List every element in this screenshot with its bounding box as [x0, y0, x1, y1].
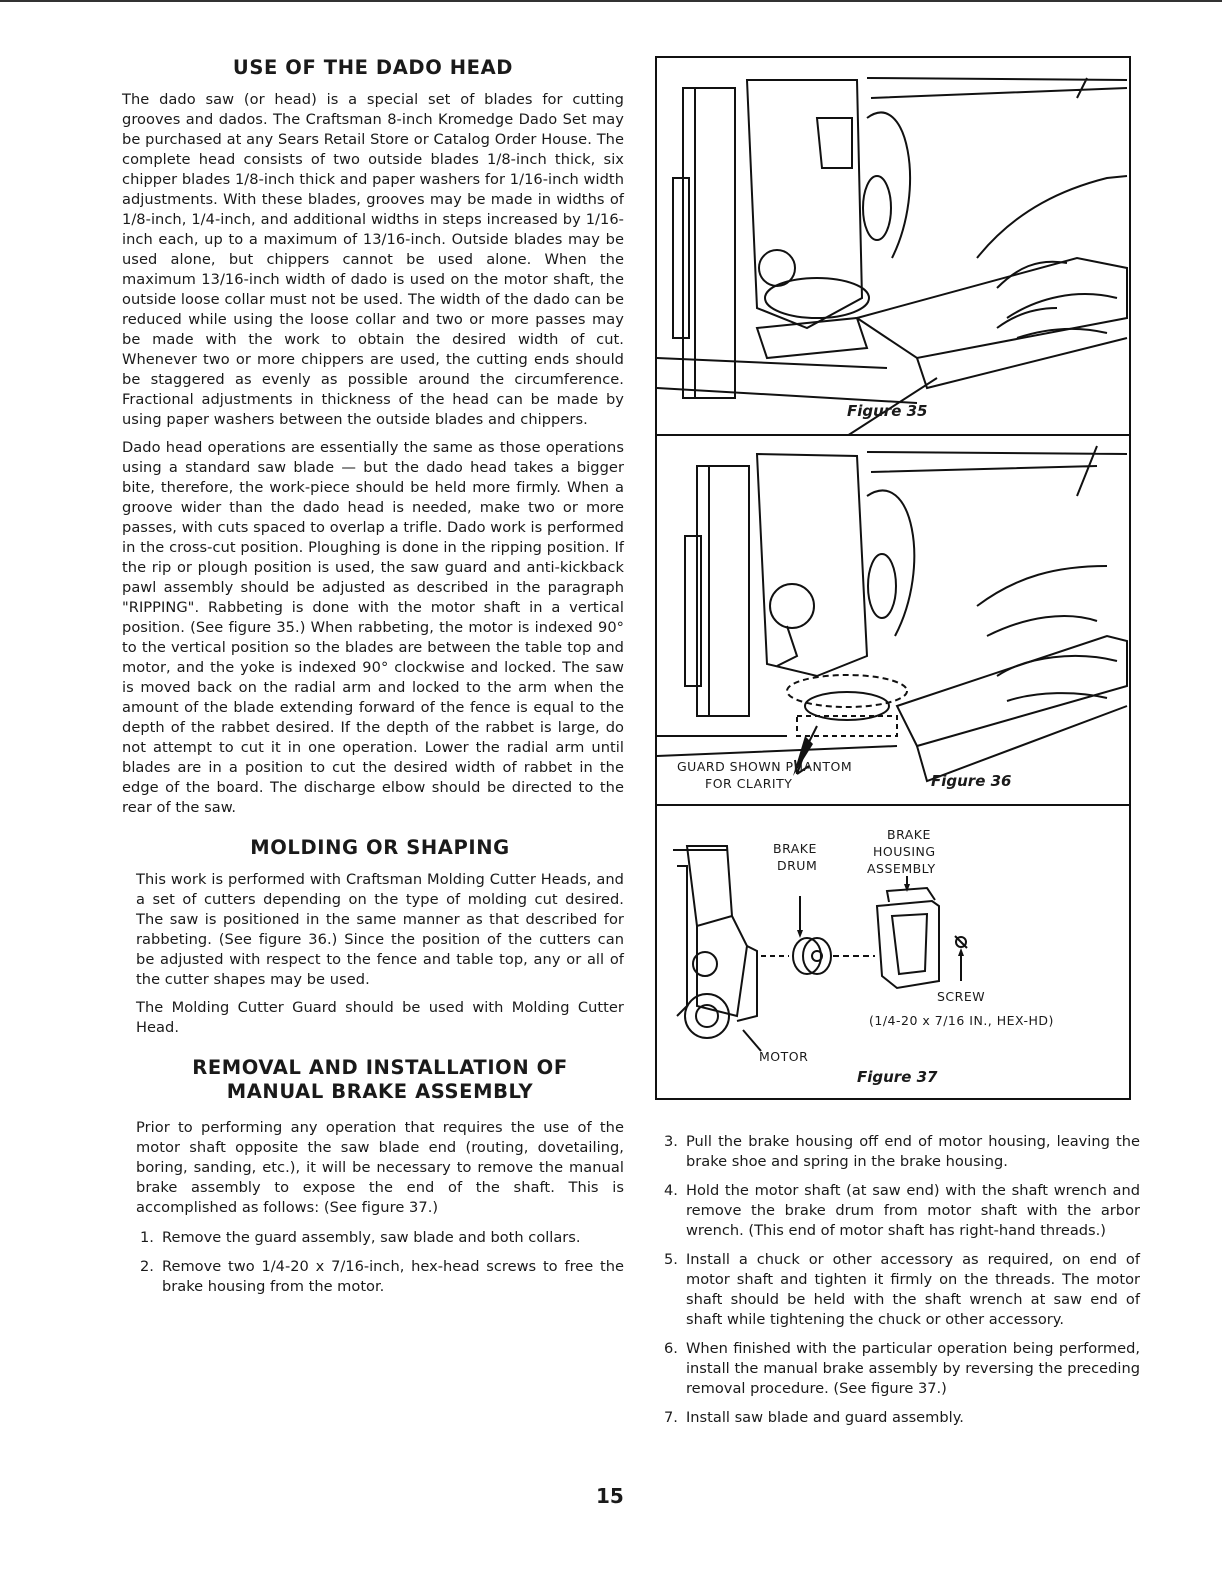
figure-36-note-line2: FOR CLARITY [705, 776, 793, 791]
brake-drum-label-line2: DRUM [777, 858, 818, 873]
left-column [122, 56, 624, 1306]
motor-label: MOTOR [759, 1049, 809, 1064]
housing-label-line2: HOUSING [873, 844, 936, 859]
brake-intro: Prior to performing any operation that requires the use of the motor shaft opposite the saw blade end (routing, dovetailing, boring, sanding, etc.), it will be necessary to remove the manual brake assembly to expose the end of the shaft. This is accomplished as follows: (See figure 37.) [136, 1119, 624, 1216]
figure-36-caption: Figure 36 [931, 772, 1012, 790]
figure-35-illustration [657, 58, 1129, 436]
housing-label-line1: BRAKE [887, 827, 931, 842]
heading-molding: MOLDING OR SHAPING [250, 836, 510, 859]
list-item: 2. Remove two 1/4-20 x 7/16-inch, hex-head screws to free the brake housing from the motor. [140, 1258, 624, 1295]
molding-paragraph-1: This work is performed with Craftsman Molding Cutter Heads, and a set of cutters depending on the type of molding cut desired. The saw is positioned in the same manner as that described for rabbeting. (See figure 36.) Since the position of the cutters can be adjusted with respect to the fence and table top, any or all of the cutter shapes may be used. [136, 871, 624, 988]
list-item: 1. Remove the guard assembly, saw blade and both collars. [140, 1229, 581, 1246]
top-border [0, 0, 1222, 2]
housing-label-line3: ASSEMBLY [867, 861, 936, 876]
figure-36 [655, 434, 1131, 808]
brake-steps-right [660, 1132, 1140, 1428]
heading-brake-line2: MANUAL BRAKE ASSEMBLY [226, 1080, 534, 1103]
list-item: 6. When finished with the particular operation being performed, install the manual brake assembly by reversing the preceding removal procedure. (See figure 37.) [664, 1340, 1140, 1397]
figure-37-caption: Figure 37 [857, 1068, 938, 1086]
figure-35 [655, 56, 1131, 438]
figure-35-caption: Figure 35 [847, 402, 928, 420]
brake-drum-label-line1: BRAKE [773, 841, 817, 856]
dado-paragraph-2: Dado head operations are essentially the same as those operations using a standard saw blade — but the dado head takes a bigger bite, therefore, the work-piece should be held more firmly. When a groove wider than the dado head is needed, make two or more passes, with cuts spaced to overlap a trifle. Dado work is performed in the cross-cut position. Ploughing is done in the ripping position. If the rip or plough position is used, the saw guard and anti-kickback pawl assembly should be adjusted as described in the paragraph "RIPPING". Rabbeting is done with the motor shaft in a vertical position. (See figure 35.) When rabbeting, the motor is indexed 90° to the vertical position so the blades are between the table top and motor, and the yoke is indexed 90° clockwise and locked. The saw is moved back on the radial arm and locked to the arm when the amount of the blade extending forward of the fence is equal to the depth of the rabbet desired. If the depth of the rabbet is large, do not attempt to cut it in one operation. Lower the radial arm until blades are in a position to cut the desired width of rabbet in the edge of the board. The discharge elbow should be directed to the rear of the saw. [122, 439, 624, 816]
figure-36-note-line1: GUARD SHOWN PHANTOM [677, 759, 853, 774]
figure-36-illustration [657, 436, 1129, 806]
list-item: 3. Pull the brake housing off end of motor housing, leaving the brake shoe and spring in the brake housing. [664, 1133, 1140, 1170]
list-item: 4. Hold the motor shaft (at saw end) with the shaft wrench and remove the brake drum from motor shaft with the arbor wrench. (This end of motor shaft has right-hand threads.) [664, 1182, 1140, 1239]
heading-brake-line1: REMOVAL AND INSTALLATION OF [192, 1056, 568, 1079]
heading-dado-head: USE OF THE DADO HEAD [232, 56, 514, 79]
right-column [660, 1132, 1140, 1437]
brake-steps-left [136, 1228, 624, 1297]
molding-paragraph-2: The Molding Cutter Guard should be used with Molding Cutter Head. [136, 999, 624, 1036]
molding-section [122, 836, 624, 1297]
list-item: 7. Install saw blade and guard assembly. [664, 1409, 964, 1426]
screw-label-line2: (1/4-20 x 7/16 IN., HEX-HD) [869, 1013, 1054, 1028]
screw-label-line1: SCREW [937, 989, 986, 1004]
list-item: 5. Install a chuck or other accessory as required, on end of motor shaft and tighten it firmly on the threads. The motor shaft should be held with the shaft wrench at saw end of shaft while tightening the chuck or other accessory. [664, 1251, 1140, 1328]
page-number: 15 [596, 1484, 624, 1508]
figure-37 [655, 804, 1131, 1100]
dado-paragraph-1: The dado saw (or head) is a special set of blades for cutting grooves and dados. The Craftsman 8-inch Kromedge Dado Set may be purchased at any Sears Retail Store or Catalog Order House. The complete head consists of two outside blades 1/8-inch thick, six chipper blades 1/8-inch thick and paper washers for 1/16-inch width adjustments. With these blades, grooves may be made in widths of 1/8-inch, 1/4-inch, and additional widths in steps increased by 1/16-inch each, up to a maximum of 13/16-inch. Outside blades may be used alone, but chippers cannot be used alone. When the maximum 13/16-inch width of dado is used on the motor shaft, the outside loose collar must not be used. The width of the dado can be reduced while using the loose collar and two or more passes may be made with the work to obtain the desired width of cut. Whenever two or more chippers are used, the cutting ends should be staggered as evenly as possible around the circumference. Fractional adjustments in thickness of the head can be made by using paper washers between the outside blades and chippers. [122, 91, 624, 428]
